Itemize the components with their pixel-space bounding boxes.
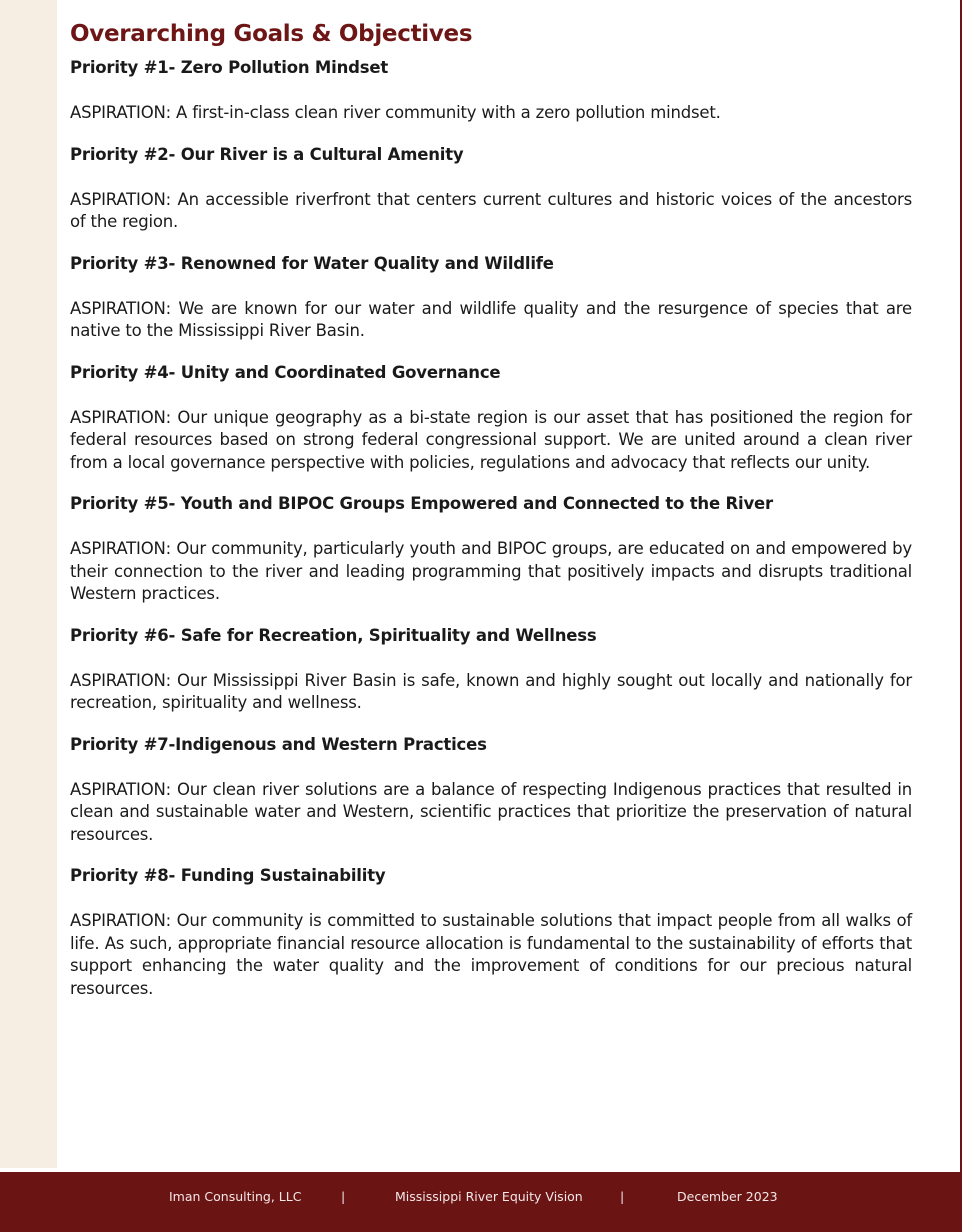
priority-section-3 [70,253,912,343]
priority-heading: Priority #8- Funding Sustainability [70,866,386,885]
priority-heading: Priority #5- Youth and BIPOC Groups Empowered and Connected to the River [70,494,773,513]
page-footer [0,1172,962,1232]
priority-aspiration: ASPIRATION: We are known for our water and wildlife quality and the resurgence of species that are native to the Mississippi River Basin. [70,298,912,340]
priority-aspiration: ASPIRATION: Our community is committed to sustainable solutions that impact people from all walks of life. As such, appropriate financial resource allocation is fundamental to the sustainability of efforts that support enhancing the water quality and the improvement of conditions for our precious natural resources. [70,911,912,998]
priority-section-6 [70,625,912,715]
priority-section-4 [70,362,912,475]
priority-aspiration: ASPIRATION: An accessible riverfront that centers current cultures and historic voices of the ancestors of the region. [70,189,912,231]
priority-aspiration: ASPIRATION: Our community, particularly youth and BIPOC groups, are educated on and empowered by their connection to the river and leading programming that positively impacts and disrupts traditional Western practices. [70,539,912,603]
priority-aspiration: ASPIRATION: Our clean river solutions are a balance of respecting Indigenous practices that resulted in clean and sustainable water and Western, scientific practices that prioritize the preservation of natural resources. [70,779,912,844]
page-side-band [0,0,57,1168]
priority-section-7 [70,734,912,847]
priority-section-1 [70,57,912,125]
footer-document-title: Mississippi River Equity Vision [395,1189,583,1204]
footer-company: Iman Consulting, LLC [169,1189,302,1204]
priority-heading: Priority #3- Renowned for Water Quality and Wildlife [70,253,554,273]
priority-heading: Priority #7-Indigenous and Western Practices [70,734,487,754]
footer-separator: | [620,1189,625,1204]
priority-heading: Priority #4- Unity and Coordinated Governance [70,362,501,382]
priority-section-5 [70,493,912,606]
priority-aspiration: ASPIRATION: Our unique geography as a bi-state region is our asset that has positioned the region for federal resources based on strong federal congressional support. We are united around a clean river from a local governance perspective with policies, regulations and advocacy that reflects our unity. [70,407,912,472]
priority-heading: Priority #6- Safe for Recreation, Spirituality and Wellness [70,625,597,645]
priority-heading: Priority #2- Our River is a Cultural Amenity [70,144,464,164]
footer-separator: | [341,1189,346,1204]
page-content [70,18,912,1000]
priority-aspiration: ASPIRATION: A first-in-class clean river community with a zero pollution mindset. [70,103,721,122]
priority-aspiration: ASPIRATION: Our Mississippi River Basin is safe, known and highly sought out locally and nationally for recreation, spirituality and wellness. [70,670,912,712]
page-title: Overarching Goals & Objectives [70,21,473,47]
priority-heading: Priority #1- Zero Pollution Mindset [70,58,389,77]
priority-section-8 [70,865,912,1000]
footer-date: December 2023 [677,1189,778,1204]
priority-section-2 [70,144,912,234]
